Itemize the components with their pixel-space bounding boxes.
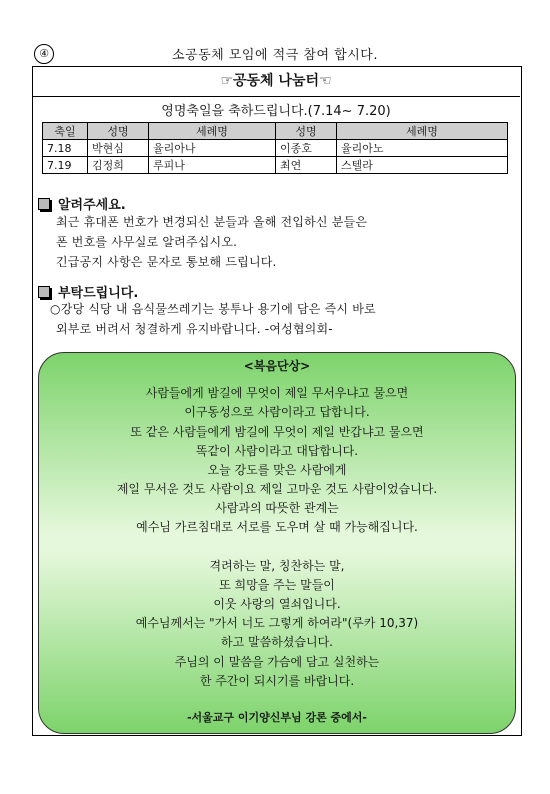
gospel-line: 또 희망을 주는 말들이 bbox=[219, 578, 335, 592]
checkbox-bullet-icon bbox=[38, 286, 50, 298]
gospel-heading: <복음단상> bbox=[243, 359, 311, 373]
gospel-line: 이웃 사랑의 열쇠입니다. bbox=[213, 597, 341, 611]
notice-line: ○강당 식당 내 음식물쓰레기는 봉투나 용기에 담은 즉시 바로 bbox=[50, 302, 376, 316]
column-header: 성명 bbox=[88, 123, 149, 140]
table-row bbox=[43, 157, 508, 174]
table-cell: 김정희 bbox=[88, 157, 149, 174]
gospel-line: 격려하는 말, 칭찬하는 말, bbox=[209, 559, 345, 573]
feast-table bbox=[42, 122, 508, 174]
notice-title: 부탁드립니다. bbox=[58, 286, 139, 301]
checkbox-bullet-icon bbox=[38, 198, 50, 210]
section-banner: ☞공동체 나눔터☜ bbox=[32, 66, 520, 97]
table-cell: 7.18 bbox=[43, 140, 88, 157]
gospel-line: 이구동성으로 사람이라고 답합니다. bbox=[184, 405, 370, 419]
table-row bbox=[43, 140, 508, 157]
table-cell: 스텔라 bbox=[337, 157, 508, 174]
table-cell: 최연 bbox=[276, 157, 337, 174]
table-cell: 루피나 bbox=[149, 157, 276, 174]
gospel-line: 오늘 강도를 맞은 사람에게 bbox=[207, 463, 347, 477]
column-header: 성명 bbox=[276, 123, 337, 140]
notice-heading bbox=[38, 194, 126, 213]
column-header: 세례명 bbox=[149, 123, 276, 140]
gospel-line: 똑같이 사람이라고 대답합니다. bbox=[195, 444, 359, 458]
gospel-reflection-box bbox=[38, 352, 516, 734]
notice-title: 알려주세요. bbox=[58, 198, 126, 213]
gospel-line: 하고 말씀하셨습니다. bbox=[221, 635, 333, 649]
notice-line: 외부로 버려서 청결하게 유지바랍니다. -여성협의회- bbox=[56, 322, 333, 336]
table-cell: 박현심 bbox=[88, 140, 149, 157]
table-cell: 율리아나 bbox=[149, 140, 276, 157]
table-cell: 7.19 bbox=[43, 157, 88, 174]
page-number: ④ bbox=[34, 44, 54, 64]
page-header-title: 소공동체 모임에 적극 참여 합시다. bbox=[172, 48, 378, 63]
notice-line: 최근 휴대폰 번호가 변경되신 분들과 올해 전입하신 분들은 bbox=[56, 215, 368, 229]
gospel-line: 또 같은 사람들에게 밤길에 무엇이 제일 반갑냐고 물으면 bbox=[130, 425, 424, 439]
table-cell: 이종호 bbox=[276, 140, 337, 157]
notice-line: 긴급공지 사항은 문자로 통보해 드립니다. bbox=[56, 255, 277, 269]
feast-table-header bbox=[43, 123, 508, 140]
notice-line: 폰 번호를 사무실로 알려주십시오. bbox=[56, 235, 238, 249]
gospel-line: 예수님 가르침대로 서로를 도우며 살 때 가능해집니다. bbox=[136, 520, 418, 534]
feast-title: 영명축일을 축하드립니다.(7.14~ 7.20) bbox=[161, 104, 391, 119]
column-header: 세례명 bbox=[337, 123, 508, 140]
gospel-line: 한 주간이 되시기를 바랍니다. bbox=[199, 674, 355, 688]
gospel-line: 주님의 이 말씀을 가슴에 담고 실천하는 bbox=[174, 655, 380, 669]
notice-heading bbox=[38, 282, 138, 301]
gospel-source: -서울교구 이기양신부님 강론 중에서- bbox=[186, 711, 367, 724]
gospel-line: 사람들에게 밤길에 무엇이 제일 무서우냐고 물으면 bbox=[145, 386, 409, 400]
column-header: 축일 bbox=[43, 123, 88, 140]
table-cell: 율리아노 bbox=[337, 140, 508, 157]
gospel-line: 사람과의 따뜻한 관계는 bbox=[215, 501, 339, 515]
gospel-line: 제일 무서운 것도 사람이요 제일 고마운 것도 사람이었습니다. bbox=[116, 482, 438, 496]
gospel-line: 예수님께서는 "가서 너도 그렇게 하여라"(루카 10,37) bbox=[135, 616, 419, 630]
